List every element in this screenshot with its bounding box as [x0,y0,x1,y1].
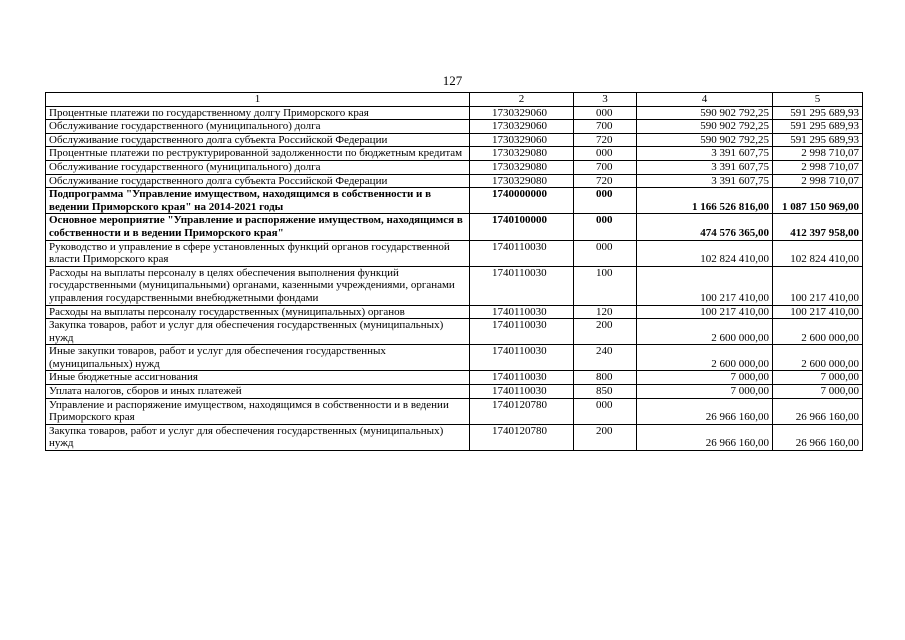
row-value-1-cell: 3 391 607,75 [637,147,773,161]
table-row [46,319,863,345]
row-value-1-cell: 100 217 410,00 [637,266,773,305]
row-value-2-cell: 102 824 410,00 [773,240,863,266]
table-row [46,174,863,188]
row-name-cell: Закупка товаров, работ и услуг для обеспечения государственных (муниципальных) нужд [46,424,470,450]
row-code-cell: 1740110030 [470,385,574,399]
row-name-cell: Иные закупки товаров, работ и услуг для обеспечения государственных (муниципальных) нужд [46,345,470,371]
table-row [46,214,863,240]
row-value-1-cell: 590 902 792,25 [637,133,773,147]
row-name-cell: Обслуживание государственного (муниципального) долга [46,160,470,174]
row-value-1-cell: 2 600 000,00 [637,319,773,345]
table-row [46,305,863,319]
row-code-cell: 1740110030 [470,266,574,305]
row-code-cell: 1740120780 [470,424,574,450]
table-row [46,385,863,399]
row-type-cell: 000 [574,214,637,240]
row-type-cell: 200 [574,424,637,450]
row-code-cell: 1740100000 [470,214,574,240]
row-value-2-cell: 100 217 410,00 [773,305,863,319]
row-code-cell: 1730329080 [470,174,574,188]
row-type-cell: 120 [574,305,637,319]
table-row [46,266,863,305]
row-name-cell: Обслуживание государственного долга субъекта Российской Федерации [46,174,470,188]
row-type-cell: 000 [574,106,637,120]
header-cell-name: 1 [46,93,470,107]
table-row [46,345,863,371]
row-code-cell: 1740110030 [470,240,574,266]
row-value-2-cell: 2 600 000,00 [773,345,863,371]
row-value-1-cell: 3 391 607,75 [637,160,773,174]
row-value-2-cell: 591 295 689,93 [773,120,863,134]
row-type-cell: 720 [574,133,637,147]
table-row [46,120,863,134]
row-value-2-cell: 412 397 958,00 [773,214,863,240]
row-value-1-cell: 102 824 410,00 [637,240,773,266]
row-type-cell: 800 [574,371,637,385]
table-row [46,424,863,450]
table-row [46,398,863,424]
row-code-cell: 1740000000 [470,188,574,214]
row-code-cell: 1730329060 [470,120,574,134]
table-row [46,371,863,385]
row-type-cell: 100 [574,266,637,305]
row-code-cell: 1730329080 [470,160,574,174]
row-value-2-cell: 2 998 710,07 [773,147,863,161]
table-header-row [46,93,863,107]
row-name-cell: Иные бюджетные ассигнования [46,371,470,385]
row-value-2-cell: 7 000,00 [773,371,863,385]
row-name-cell: Управление и распоряжение имуществом, находящимся в собственности и в ведении Приморского края [46,398,470,424]
row-code-cell: 1740110030 [470,305,574,319]
row-name-cell: Подпрограмма "Управление имуществом, находящимся в собственности и в ведении Приморского края" на 2014-2021 годы [46,188,470,214]
row-type-cell: 700 [574,120,637,134]
row-code-cell: 1740120780 [470,398,574,424]
row-type-cell: 240 [574,345,637,371]
table-row [46,147,863,161]
row-name-cell: Уплата налогов, сборов и иных платежей [46,385,470,399]
row-value-2-cell: 591 295 689,93 [773,106,863,120]
row-value-2-cell: 7 000,00 [773,385,863,399]
table-row [46,106,863,120]
row-value-2-cell: 591 295 689,93 [773,133,863,147]
header-cell-code: 2 [470,93,574,107]
row-type-cell: 000 [574,188,637,214]
row-code-cell: 1740110030 [470,371,574,385]
row-value-1-cell: 590 902 792,25 [637,106,773,120]
header-cell-value-2: 5 [773,93,863,107]
row-name-cell: Процентные платежи по государственному долгу Приморского края [46,106,470,120]
row-name-cell: Закупка товаров, работ и услуг для обеспечения государственных (муниципальных) нужд [46,319,470,345]
row-type-cell: 200 [574,319,637,345]
row-name-cell: Обслуживание государственного (муниципального) долга [46,120,470,134]
row-value-2-cell: 2 600 000,00 [773,319,863,345]
row-type-cell: 720 [574,174,637,188]
budget-table [45,92,863,451]
header-cell-value-1: 4 [637,93,773,107]
header-cell-type: 3 [574,93,637,107]
row-value-2-cell: 26 966 160,00 [773,398,863,424]
row-value-2-cell: 1 087 150 969,00 [773,188,863,214]
row-value-1-cell: 2 600 000,00 [637,345,773,371]
table-row [46,160,863,174]
row-code-cell: 1730329080 [470,147,574,161]
row-code-cell: 1740110030 [470,345,574,371]
row-value-2-cell: 2 998 710,07 [773,174,863,188]
row-type-cell: 000 [574,240,637,266]
row-type-cell: 000 [574,147,637,161]
row-code-cell: 1740110030 [470,319,574,345]
row-value-1-cell: 7 000,00 [637,385,773,399]
row-code-cell: 1730329060 [470,106,574,120]
row-name-cell: Основное мероприятие "Управление и распоряжение имуществом, находящимся в собственности и в ведении Приморского края" [46,214,470,240]
row-type-cell: 000 [574,398,637,424]
row-value-2-cell: 100 217 410,00 [773,266,863,305]
row-name-cell: Руководство и управление в сфере установленных функций органов государственной власти Приморского края [46,240,470,266]
row-name-cell: Расходы на выплаты персоналу государственных (муниципальных) органов [46,305,470,319]
row-value-1-cell: 474 576 365,00 [637,214,773,240]
row-value-1-cell: 100 217 410,00 [637,305,773,319]
row-value-1-cell: 26 966 160,00 [637,398,773,424]
row-value-1-cell: 3 391 607,75 [637,174,773,188]
row-type-cell: 850 [574,385,637,399]
table-row [46,188,863,214]
row-code-cell: 1730329060 [470,133,574,147]
row-value-1-cell: 1 166 526 816,00 [637,188,773,214]
table-row [46,133,863,147]
row-value-2-cell: 2 998 710,07 [773,160,863,174]
table-row [46,240,863,266]
row-name-cell: Расходы на выплаты персоналу в целях обеспечения выполнения функций государственными (муниципальными) органами, казенными учреждениями, органами управления государственными внебюджетными фондами [46,266,470,305]
row-value-2-cell: 26 966 160,00 [773,424,863,450]
page-number: 127 [442,73,463,88]
row-value-1-cell: 590 902 792,25 [637,120,773,134]
row-name-cell: Процентные платежи по реструктурированной задолженности по бюджетным кредитам [46,147,470,161]
row-value-1-cell: 26 966 160,00 [637,424,773,450]
row-type-cell: 700 [574,160,637,174]
row-value-1-cell: 7 000,00 [637,371,773,385]
row-name-cell: Обслуживание государственного долга субъекта Российской Федерации [46,133,470,147]
